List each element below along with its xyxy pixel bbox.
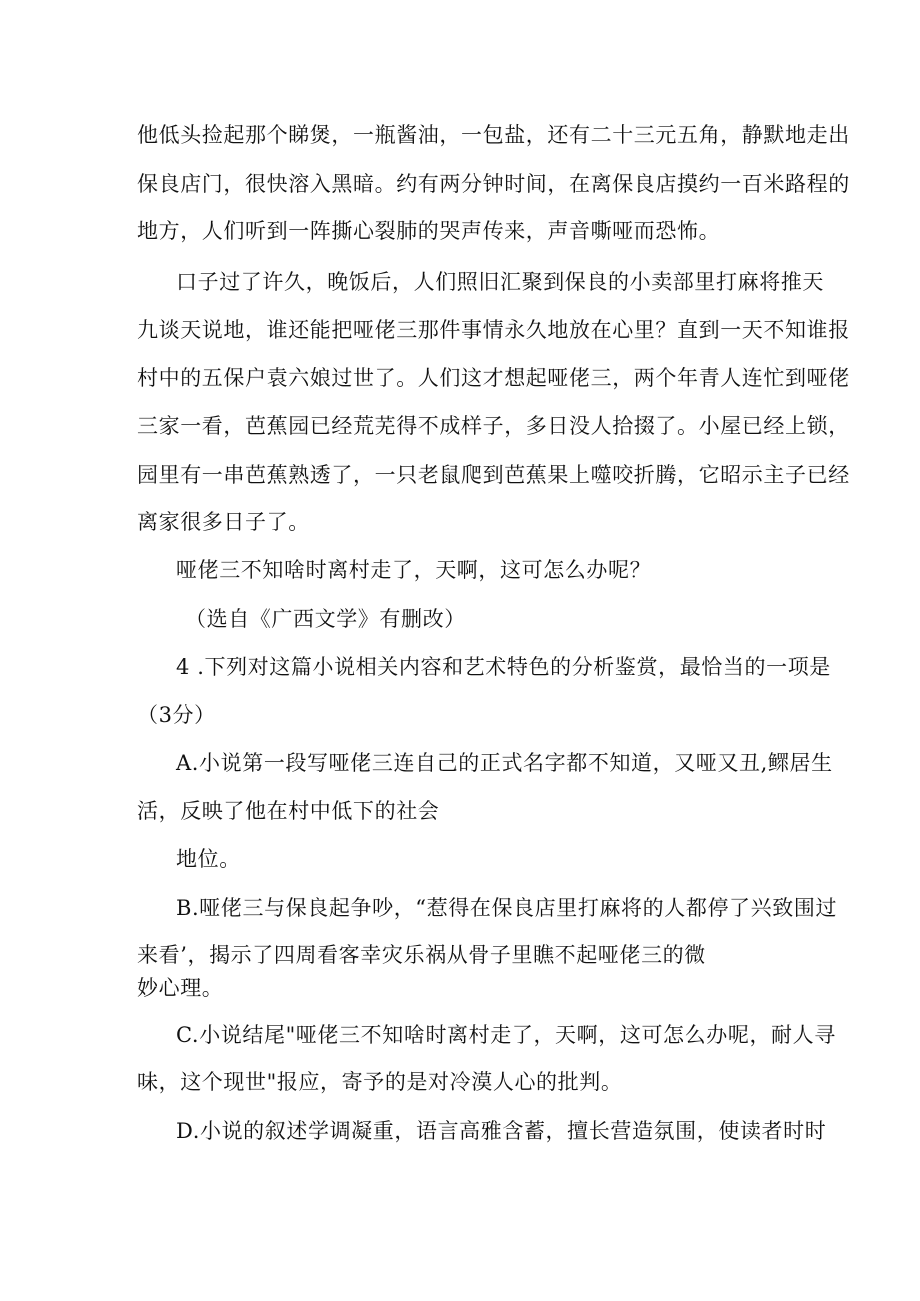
option-b-line-3: 妙心理。 [137, 976, 224, 1000]
option-c-line-1: C.小说结尾"哑佬三不知啥时离村走了，天啊，这可怎么办呢，耐人寻 [176, 1023, 836, 1047]
paragraph-2-line-6: 离家很多日子了。 [137, 510, 310, 534]
option-a-line-2: 活，反映了他在村中低下的社会 [137, 799, 440, 823]
source-note: （选自《广西文学》有删改） [185, 607, 466, 631]
option-d-line-1: D.小说的叙述学调凝重，语言高雅含蓄，擅长营造氛围，使读者时时 [176, 1119, 827, 1143]
paragraph-1-line-2: 保良店门，很快溶入黑暗。约有两分钟时间，在离保良店摸约一百米路程的 [137, 172, 850, 196]
option-a-line-1: A.小说第一段写哑佬三连自己的正式名字都不知道，又哑又丑,鳏居生 [176, 751, 833, 775]
question-stem-line-1: 4 .下列对这篇小说相关内容和艺术特色的分析鉴赏，最恰当的一项是 [176, 655, 831, 679]
paragraph-2-line-2: 九谈天说地，谁还能把哑佬三那件事情永久地放在心里？直到一天不知谁报 [137, 318, 850, 342]
option-b-line-2: 来看’，揭示了四周看客幸灾乐祸从骨子里瞧不起哑佬三的微 [137, 943, 706, 967]
paragraph-1-line-1: 他低头捡起那个睇煲，一瓶酱油，一包盐，还有二十三元五角，静默地走出 [137, 123, 850, 147]
option-b-line-1: B.哑佬三与保良起争吵，“惹得在保良店里打麻将的人都停了兴致围过 [176, 896, 838, 920]
paragraph-3: 哑佬三不知啥时离村走了，天啊，这可怎么办呢？ [176, 558, 652, 582]
paragraph-2-line-3: 村中的五保户袁六娘过世了。人们这才想起哑佬三，两个年青人连忙到哑佬 [137, 366, 850, 390]
paragraph-2-line-4: 三家一看，芭蕉园已经荒芜得不成样子，多日没人拾掇了。小屋已经上锁， [137, 414, 850, 438]
option-c-line-2: 味，这个现世"报应，寄予的是对冷漠人心的批判。 [137, 1070, 623, 1094]
question-stem-line-2: （3分） [137, 703, 216, 727]
paragraph-2-line-1: 口子过了许久，晚饭后，人们照旧汇聚到保良的小卖部里打麻将推天 [176, 270, 824, 294]
paragraph-2-line-5: 园里有一串芭蕉熟透了，一只老鼠爬到芭蕉果上噬咬折腾，它昭示主子已经 [137, 463, 850, 487]
paragraph-1-line-3: 地方，人们听到一阵撕心裂肺的哭声传来，声音嘶哑而恐怖。 [137, 219, 721, 243]
option-a-line-3: 地位。 [176, 847, 241, 871]
